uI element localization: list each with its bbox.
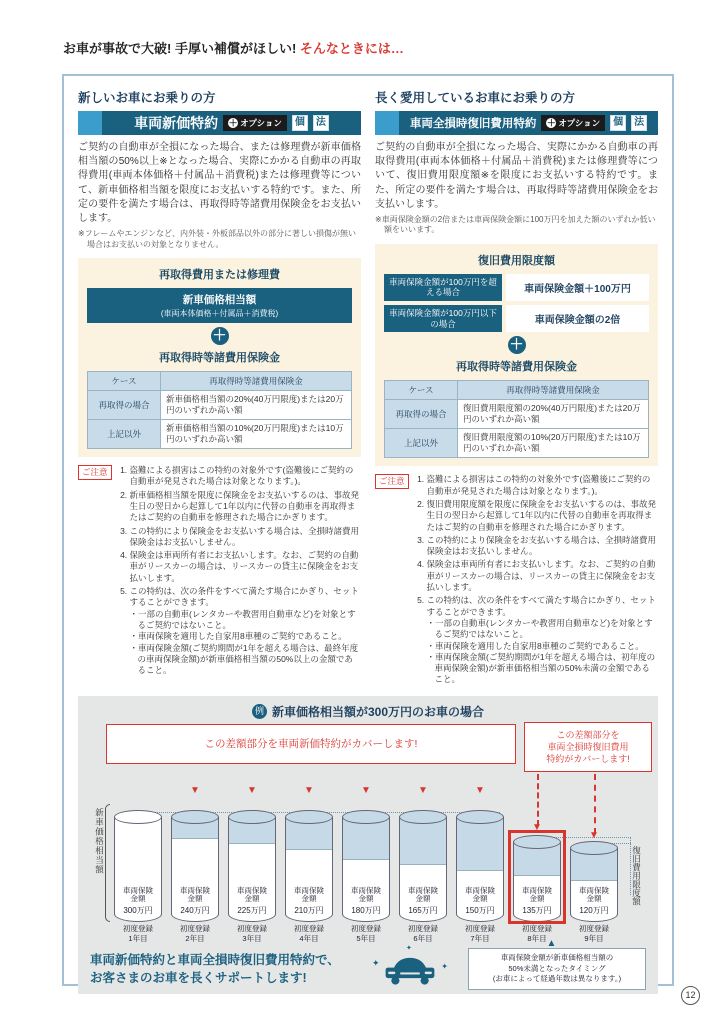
column-long-use-car (375, 88, 658, 688)
cylinder-year-4 (281, 784, 338, 944)
cylinder-label: 車両保険金額 (294, 885, 324, 904)
cylinder-year-8-highlighted (509, 798, 566, 944)
year-label: 初度登録 5年目 (351, 923, 381, 943)
clause-title: 車両新価特約 (134, 115, 219, 131)
page-lead-heading (63, 38, 404, 57)
clause-footnote: ※フレームやエンジンなど、内外装・外板部品以外の部分に著しい損傷が無い場合はお支払いの対象となりません。 (78, 229, 356, 249)
cylinder-amount: 120万円 (579, 905, 609, 915)
table-cell-case: 上記以外 (385, 429, 458, 458)
timing-note-line: 50%未満となったタイミング (508, 963, 606, 973)
table-cell-case: 再取得の場合 (385, 400, 458, 429)
right-axis-label: 復旧費用限度額 (631, 845, 642, 906)
example-chart-section (78, 696, 658, 994)
limit-case-label: 車両保険金額が100万円以下の場合 (384, 305, 502, 332)
limit-row (384, 274, 649, 301)
caution-sub-bullet: ・一部の自動車(レンタカーや教習用自動車など)を対象とするご契約ではないこと。 (426, 617, 653, 640)
cylinder-year-6 (395, 784, 452, 944)
caution-item: 4. 保険金は車両所有者にお支払いします。なお、ご契約の自動車がリースカーの場合は、リースカーの貸主に保険金をお支払いします。 (130, 550, 361, 584)
limit-case-label: 車両保険金額が100万円を超える場合 (384, 274, 502, 301)
cylinder-amount: 300万円 (123, 905, 153, 915)
chart-title-row (86, 704, 650, 720)
support-message-line: お客さまのお車を長くサポートします! (90, 970, 307, 985)
limit-case-value: 車両保険金額＋100万円 (506, 274, 649, 301)
caution-item: 1. 盗難による損害はこの特約の対象外です(盗難後にご契約の自動車が発見された場合は対象となります。)。 (427, 474, 658, 497)
new-price-amount-title: 新車価格相当額 (182, 293, 257, 306)
caution-item-text: この特約は、次の条件をすべて満たす場合にかぎり、セットすることができます。 (129, 586, 359, 608)
table-row (385, 429, 649, 458)
restoration-callout-line: この差額部分を (556, 729, 620, 740)
table-header-case: ケース (385, 381, 458, 400)
caution-item: 2. 復旧費用限度額を限度に保険金をお支払いするのは、事故発生日の翌日から起算して1年以内に代替の自動車を再取得またはご契約の自動車を修理された場合にかぎります。 (427, 499, 658, 533)
kojin-badge: 個 (292, 115, 308, 131)
table-header-row (88, 371, 352, 390)
limit-case-value: 車両保険金額の2倍 (506, 305, 649, 332)
cylinder-top (285, 810, 333, 824)
timing-note-line: 車両保険金額が新車価格相当額の (500, 953, 614, 962)
caution-section (375, 474, 658, 687)
new-price-callout: この差額部分を車両新価特約がカバーします! (106, 724, 516, 764)
page-number: 12 (681, 986, 700, 1005)
table-header-benefit: 再取得時等諸費用保険金 (161, 371, 352, 390)
clause-banner-new-price (78, 111, 361, 135)
caution-list (413, 474, 658, 687)
up-arrow-icon: ▲ (546, 938, 557, 949)
table-cell-value: 復旧費用限度額の10%(20万円限度)または10万円のいずれか高い額 (458, 429, 649, 458)
new-price-amount-box (87, 288, 352, 323)
column-new-car (78, 88, 361, 688)
caution-item (130, 586, 361, 676)
cylinders-row (86, 784, 650, 944)
sparkle-icon: ✦ (441, 961, 448, 971)
year-label: 初度登録 1年目 (123, 923, 153, 943)
cylinder-year-2 (167, 784, 224, 944)
left-axis (94, 798, 110, 944)
cylinder-year-9 (566, 798, 623, 944)
hojin-badge: 法 (313, 115, 329, 131)
caution-item: 4. 保険金は車両所有者にお支払いします。なお、ご契約の自動車がリースカーの場合は、リースカーの貸主に保険金をお支払いします。 (427, 559, 658, 593)
year-label: 初度登録 9年目 (579, 923, 609, 943)
cylinder-plot (86, 722, 650, 944)
caution-badge: ご注意 (78, 465, 112, 480)
caution-section (78, 465, 361, 678)
cylinder-amount: 150万円 (465, 905, 495, 915)
column-heading: 新しいお車にお乗りの方 (78, 91, 216, 105)
table-row (88, 390, 352, 419)
caution-sub-bullet: ・一部の自動車(レンタカーや教習用自動車など)を対象とするご契約ではないこと。 (129, 608, 356, 630)
table-header-case: ケース (88, 371, 161, 390)
clause-footnote: ※車両保険金額の2倍または車両保険金額に100万円を加えた額のいずれか低い額をいいます。 (375, 214, 656, 235)
cylinder-top (570, 841, 618, 855)
cylinder-top (399, 810, 447, 824)
restoration-callout-line: 車両全損時復旧費用 (547, 741, 629, 752)
table-header-benefit: 再取得時等諸費用保険金 (458, 381, 649, 400)
cylinder-top (342, 810, 390, 824)
cylinder-amount: 225万円 (237, 905, 267, 915)
caution-list (116, 465, 361, 678)
caution-item: 3. この特約により保険金をお支払いする場合は、全損時諸費用保険金はお支払いしません。 (427, 535, 658, 558)
support-message (90, 951, 372, 987)
down-arrow-icon: ▼ (589, 829, 599, 841)
cylinder-top (228, 810, 276, 824)
support-message-line: 車両新価特約と車両全損時復旧費用特約で、 (90, 952, 340, 967)
banner-accent-square (78, 111, 102, 135)
down-arrow-icon: ▼ (532, 821, 542, 833)
example-badge: 例 (252, 704, 267, 719)
dotted-connector (630, 837, 631, 895)
chart-title: 新車価格相当額が300万円のお車の場合 (271, 705, 485, 720)
restoration-callout-line: 特約がカバーします! (546, 753, 630, 764)
clause-title: 車両全損時復旧費用特約 (409, 118, 537, 130)
banner-accent-square (375, 111, 399, 135)
clause-banner-restoration (375, 111, 658, 135)
table-row (88, 420, 352, 449)
caution-sub-bullet: ・車両保険を適用した自家用8車種のご契約であること。 (129, 631, 347, 642)
lead-heading-black: お車が事故で大破! 手厚い補償がほしい! (63, 41, 300, 56)
dashed-arrow-line (537, 774, 539, 826)
benefit-box (375, 244, 658, 467)
cylinder-label: 車両保険金額 (123, 885, 153, 904)
cylinder-year-5 (338, 784, 395, 944)
caution-item: 2. 新車価格相当額を限度に保険金をお支払いするのは、事故発生日の翌日から起算して1年以内に代替の自動車を再取得またはご契約の自動車を修理された場合にかぎります。 (130, 490, 361, 524)
cylinder-label: 車両保険金額 (180, 885, 210, 904)
table-cell-value: 新車価格相当額の20%(40万円限度)または20万円のいずれか高い額 (161, 390, 352, 419)
kojin-badge: 個 (610, 115, 626, 131)
column-heading: 長く愛用しているお車にお乗りの方 (375, 91, 576, 105)
caution-item: 1. 盗難による損害はこの特約の対象外です(盗難後にご契約の自動車が発見された場合は対象となります。)。 (130, 465, 361, 488)
cylinder-label: 車両保険金額 (579, 885, 609, 904)
cylinder-amount: 165万円 (408, 905, 438, 915)
hojin-badge: 法 (631, 115, 647, 131)
down-arrow-icon: ▼ (247, 784, 257, 796)
cylinder-amount: 135万円 (522, 905, 552, 915)
down-arrow-icon: ▼ (190, 784, 200, 796)
cylinder-year-1 (110, 798, 167, 944)
down-arrow-icon: ▼ (418, 784, 428, 796)
caution-sub-bullet: ・車両保険を適用した自家用8車種のご契約であること。 (426, 640, 644, 651)
plus-circle-icon: ＋ (509, 336, 524, 353)
caution-sub-bullet: ・車両保険金額(ご契約期間が1年を超える場合は、初年度の車両保険金額)が新車価格相当額の50%未満の金額であること。 (426, 651, 656, 685)
coverage-gap-band (457, 817, 503, 871)
clause-description: ご契約の自動車が全損になった場合、または修理費が新車価格相当額の50%以上※となった場合、実際にかかる自動車の再取得費用(車両本体価格＋付属品＋消費税)または修理費等について、新車価格相当額を限度にお支払いする特約です。また、所定の要件を満たす場合は、再取得時等諸費用保険金をお支払いします。 (78, 142, 361, 224)
plus-circle-icon: ＋ (212, 326, 227, 343)
cylinder-label: 車両保険金額 (522, 885, 552, 904)
limit-row (384, 305, 649, 332)
coverage-gap-band (400, 817, 446, 865)
cylinder-label: 車両保険金額 (465, 885, 495, 904)
option-badge-label: オプション (558, 118, 601, 128)
timing-note-line: (お車によって経過年数は異なります。) (492, 974, 622, 983)
table-header-row (385, 381, 649, 400)
cylinder-amount: 240万円 (180, 905, 210, 915)
lead-heading-red: そんなときには… (299, 41, 404, 56)
new-price-amount-sub: (車両本体価格＋付属品＋消費税) (160, 308, 279, 318)
caution-sub-bullet: ・車両保険金額(ご契約期間が1年を超える場合は、最終年度の車両保険金額)が新車価格相当額の50%以上の金額であること。 (129, 642, 359, 676)
highlight-frame (508, 830, 566, 924)
cylinder-amount: 180万円 (351, 905, 381, 915)
caution-item-text: この特約は、次の条件をすべて満たす場合にかぎり、セットすることができます。 (426, 595, 656, 617)
year-label: 初度登録 2年目 (180, 923, 210, 943)
right-axis (623, 798, 643, 944)
cylinder-year-3 (224, 784, 281, 944)
cylinder-top (171, 810, 219, 824)
cylinder-year-7 (452, 784, 509, 944)
year-label: 初度登録 8年目 (522, 923, 552, 943)
cylinder-label: 車両保険金額 (408, 885, 438, 904)
caution-item (427, 595, 658, 685)
sparkle-icon: ✦ (406, 944, 412, 952)
car-illustration (372, 946, 448, 992)
cylinder-label: 車両保険金額 (237, 885, 267, 904)
option-badge-label: オプション (240, 118, 282, 128)
option-badge (541, 115, 605, 131)
table-cell-case: 上記以外 (88, 420, 161, 449)
year-label: 初度登録 3年目 (237, 923, 267, 943)
benefit-box-title: 再取得費用または修理費 (159, 268, 280, 281)
cylinder-label: 車両保険金額 (351, 885, 381, 904)
sparkle-icon: ✦ (372, 957, 380, 968)
down-arrow-icon: ▼ (475, 784, 485, 796)
table-cell-case: 再取得の場合 (88, 390, 161, 419)
year-label: 初度登録 4年目 (294, 923, 324, 943)
cylinder-amount: 210万円 (294, 905, 324, 915)
table-cell-value: 新車価格相当額の10%(20万円限度)または10万円のいずれか高い額 (161, 420, 352, 449)
benefit-box (78, 258, 361, 457)
limit-box-title: 復旧費用限度額 (478, 254, 555, 267)
car-icon (384, 952, 436, 988)
option-badge (223, 115, 287, 131)
table-cell-value: 復旧費用限度額の20%(40万円限度)または20万円のいずれか高い額 (458, 400, 649, 429)
year-label: 初度登録 7年目 (465, 923, 495, 943)
cylinder-top (456, 810, 504, 824)
left-axis-label: 新車価格相当額 (94, 807, 105, 875)
caution-badge: ご注意 (375, 474, 409, 489)
restoration-callout (524, 722, 652, 772)
caution-item: 3. この特約により保険金をお支払いする場合は、全損時諸費用保険金はお支払いしません。 (130, 526, 361, 549)
content-box (62, 74, 674, 986)
chart-footer (86, 938, 650, 994)
expense-benefit-title: 再取得時等諸費用保険金 (159, 351, 280, 364)
cylinder-top (114, 810, 162, 824)
benefit-table (87, 371, 352, 449)
benefit-table (384, 380, 649, 458)
year-label: 初度登録 6年目 (408, 923, 438, 943)
dashed-arrow-line (594, 774, 596, 834)
expense-benefit-title: 再取得時等諸費用保険金 (456, 361, 577, 374)
down-arrow-icon: ▼ (361, 784, 371, 796)
plus-icon: ＋ (546, 118, 556, 128)
plus-icon: ＋ (228, 118, 238, 128)
clause-description: ご契約の自動車が全損になった場合、実際にかかる自動車の再取得費用(車両本体価格＋付属品＋消費税)または修理費等について、復旧費用限度額※を限度にお支払いする特約です。また、所定の要件を満たす場合は、再取得時等諸費用保険金をお支払いします。 (375, 142, 658, 210)
down-arrow-icon: ▼ (304, 784, 314, 796)
timing-note-box (468, 938, 646, 990)
table-row (385, 400, 649, 429)
